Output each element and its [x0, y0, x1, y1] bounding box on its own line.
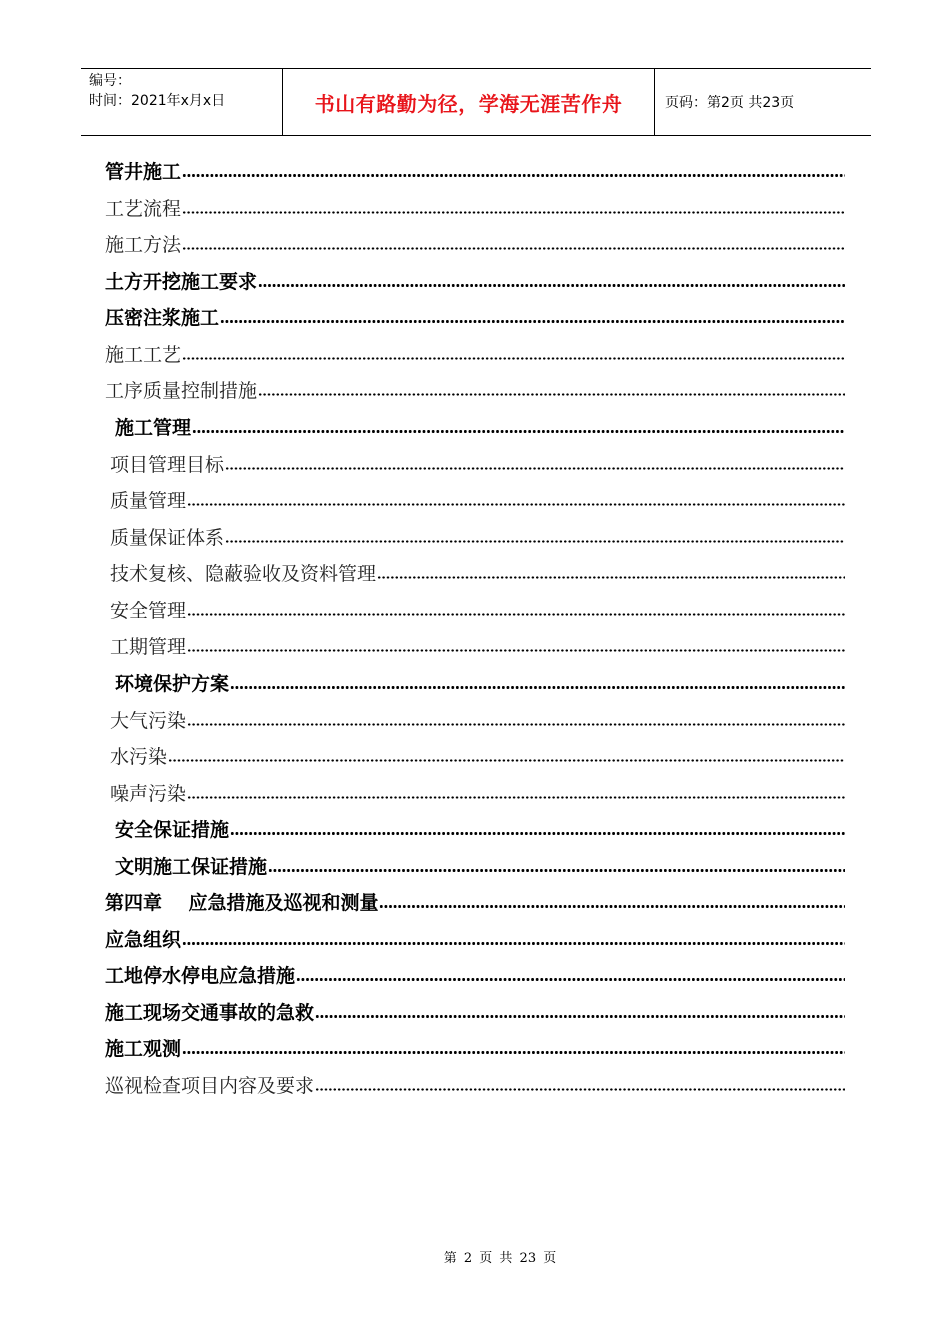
toc-entry-label: 施工管理: [115, 417, 192, 439]
toc-entry-label: 施工观测: [105, 1038, 182, 1060]
toc-entry[interactable]: [105, 191, 845, 221]
toc-entry[interactable]: [110, 629, 845, 659]
toc-entry[interactable]: [105, 885, 845, 915]
toc-entry[interactable]: [110, 520, 845, 550]
toc-leader-dots: [225, 467, 845, 470]
date-label: 时间：2021年x月x日: [89, 93, 226, 109]
toc-entry-label: 项目管理目标: [110, 454, 225, 476]
toc-entry-label: 安全保证措施: [115, 819, 230, 841]
toc-entry[interactable]: [105, 995, 845, 1025]
toc-entry-label: 安全管理: [110, 600, 187, 622]
toc-leader-dots: [315, 1015, 845, 1018]
toc-leader-dots: [182, 1051, 845, 1054]
toc-entry-label: 压密注浆施工: [105, 307, 220, 329]
toc-entry-label: 环境保护方案: [115, 673, 230, 695]
toc-entry[interactable]: [105, 300, 845, 330]
toc-leader-dots: [315, 1088, 845, 1091]
toc-entry[interactable]: [110, 447, 845, 477]
toc-entry[interactable]: [110, 593, 845, 623]
toc-entry-label: 工序质量控制措施: [105, 380, 258, 402]
toc-leader-dots: [187, 796, 845, 799]
toc-entry-label: 文明施工保证措施: [115, 856, 268, 878]
toc-entry[interactable]: [105, 227, 845, 257]
toc-entry[interactable]: [105, 1031, 845, 1061]
toc-leader-dots: [182, 942, 845, 945]
toc-entry[interactable]: [110, 556, 845, 586]
toc-entry[interactable]: [105, 264, 845, 294]
page-header: [81, 68, 871, 136]
toc-entry[interactable]: [105, 1068, 845, 1098]
toc-leader-dots: [187, 503, 845, 506]
toc-entry[interactable]: [115, 666, 845, 696]
toc-entry[interactable]: [105, 922, 845, 952]
toc-entry[interactable]: [115, 849, 845, 879]
toc-leader-dots: [258, 393, 845, 396]
toc-entry[interactable]: [105, 373, 845, 403]
toc-entry-label: 质量管理: [110, 490, 187, 512]
toc-leader-dots: [377, 576, 845, 579]
number-label: 编号：: [89, 73, 131, 89]
page-footer: 第 2 页 共 23 页: [443, 1251, 557, 1266]
toc-entry[interactable]: [110, 483, 845, 513]
toc-entry-label: 第四章 应急措施及巡视和测量: [105, 892, 379, 914]
toc-leader-dots: [268, 869, 845, 872]
toc-leader-dots: [220, 320, 845, 323]
toc-leader-dots: [296, 978, 845, 981]
header-meta: [81, 69, 283, 135]
toc-entry[interactable]: [105, 958, 845, 988]
toc-leader-dots: [379, 905, 845, 908]
toc-leader-dots: [182, 174, 845, 177]
toc-entry-label: 巡视检查项目内容及要求: [105, 1075, 315, 1097]
toc-leader-dots: [225, 540, 845, 543]
toc-leader-dots: [230, 832, 845, 835]
toc-leader-dots: [187, 649, 845, 652]
toc-entry-label: 水污染: [110, 746, 168, 768]
toc-entry-label: 管井施工: [105, 161, 182, 183]
toc-leader-dots: [230, 686, 845, 689]
toc-entry-label: 施工方法: [105, 234, 182, 256]
toc-leader-dots: [258, 284, 845, 287]
toc-entry[interactable]: [115, 812, 845, 842]
toc-leader-dots: [182, 211, 845, 214]
toc-leader-dots: [168, 759, 845, 762]
toc-entry[interactable]: [110, 739, 845, 769]
toc-entry-label: 应急组织: [105, 929, 182, 951]
toc-entry[interactable]: [110, 776, 845, 806]
toc-entry[interactable]: [110, 703, 845, 733]
toc-entry-label: 施工现场交通事故的急救: [105, 1002, 315, 1024]
toc-leader-dots: [187, 723, 845, 726]
toc-entry-label: 技术复核、隐蔽验收及资料管理: [110, 563, 377, 585]
toc-entry-label: 质量保证体系: [110, 527, 225, 549]
toc-entry-label: 施工工艺: [105, 344, 182, 366]
toc-entry-label: 工艺流程: [105, 198, 182, 220]
toc-entry[interactable]: [115, 410, 845, 440]
toc-entry[interactable]: [105, 337, 845, 367]
toc-leader-dots: [187, 613, 845, 616]
toc-entry-label: 噪声污染: [110, 783, 187, 805]
toc-entry-label: 工地停水停电应急措施: [105, 965, 296, 987]
toc-leader-dots: [182, 357, 845, 360]
toc-entry[interactable]: [105, 154, 845, 184]
toc-leader-dots: [182, 247, 845, 250]
header-page-info: 页码：第2页 共23页: [665, 95, 795, 111]
toc-leader-dots: [192, 430, 845, 433]
toc-entry-label: 工期管理: [110, 636, 187, 658]
header-motto: 书山有路勤为径，学海无涯苦作舟: [283, 69, 655, 135]
toc-entry-label: 土方开挖施工要求: [105, 271, 258, 293]
toc-entry-label: 大气污染: [110, 710, 187, 732]
